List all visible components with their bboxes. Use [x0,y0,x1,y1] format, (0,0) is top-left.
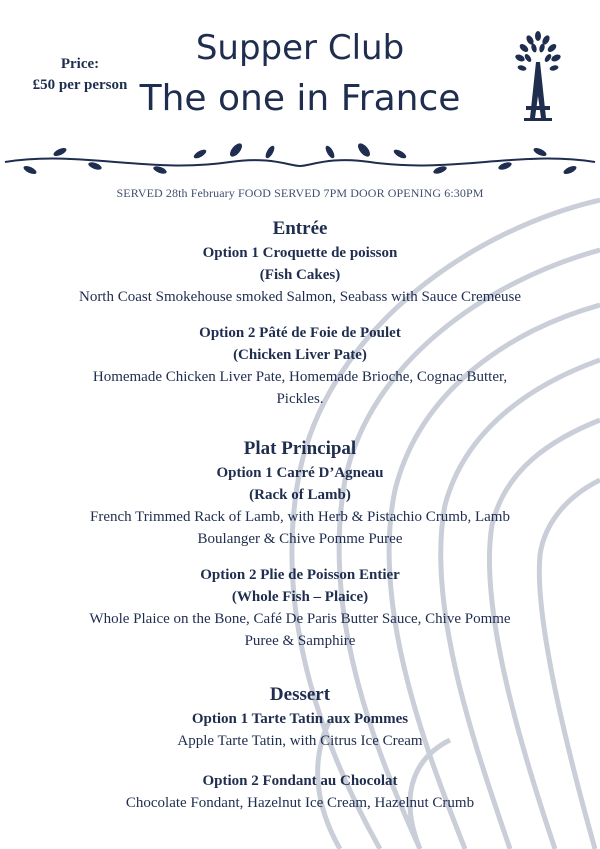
menu [40,216,560,814]
menu-item-description: Apple Tarte Tatin, with Citrus Ice Cream [177,733,423,749]
menu-item-description: Pickles. [276,391,324,407]
menu-item-title: Option 2 Pâté de Foie de Poulet [199,325,401,341]
menu-item-title: Option 1 Croquette de poisson [202,245,398,261]
plat-section [40,436,560,652]
entree-section [40,216,560,410]
menu-item-description: Homemade Chicken Liver Pate, Homemade Brioche, Cognac Butter, [92,369,508,385]
course-heading-dessert: Dessert [269,684,331,705]
menu-item-subtitle: (Rack of Lamb) [249,487,351,503]
menu-item-title: Option 2 Fondant au Chocolat [202,773,398,789]
price-value: £50 per person [32,77,128,93]
title-line-2: The one in France [139,78,461,119]
course-heading-plat: Plat Principal [243,438,357,459]
menu-item-subtitle: (Whole Fish – Plaice) [231,589,369,605]
vine-divider [0,140,600,184]
menu-item-description: Whole Plaice on the Bone, Café De Paris Butter Sauce, Chive Pomme [89,611,511,627]
tree-letter-a-logo [510,26,566,122]
menu-item-subtitle: (Fish Cakes) [259,267,341,283]
dessert-section [40,682,560,814]
title-line-1: Supper Club [195,28,405,68]
menu-item-description: Boulanger & Chive Pomme Puree [197,531,403,547]
menu-item-description: Chocolate Fondant, Hazelnut Ice Cream, Hazelnut Crumb [125,795,475,811]
menu-item-description: French Trimmed Rack of Lamb, with Herb & Pistachio Crumb, Lamb [90,509,510,525]
menu-item-title: Option 1 Tarte Tatin aux Pommes [191,711,409,727]
price-label: Price: [60,56,100,72]
service-times: SERVED 28th February FOOD SERVED 7PM DOOR OPENING 6:30PM [116,186,484,200]
menu-item-title: Option 1 Carré D’Agneau [216,465,384,481]
menu-item-title: Option 2 Plie de Poisson Entier [200,567,400,583]
course-heading-entree: Entrée [272,218,328,239]
menu-item-subtitle: (Chicken Liver Pate) [233,347,367,363]
menu-item-description: Puree & Samphire [244,633,356,649]
menu-item-description: North Coast Smokehouse smoked Salmon, Seabass with Sauce Cremeuse [78,289,522,305]
